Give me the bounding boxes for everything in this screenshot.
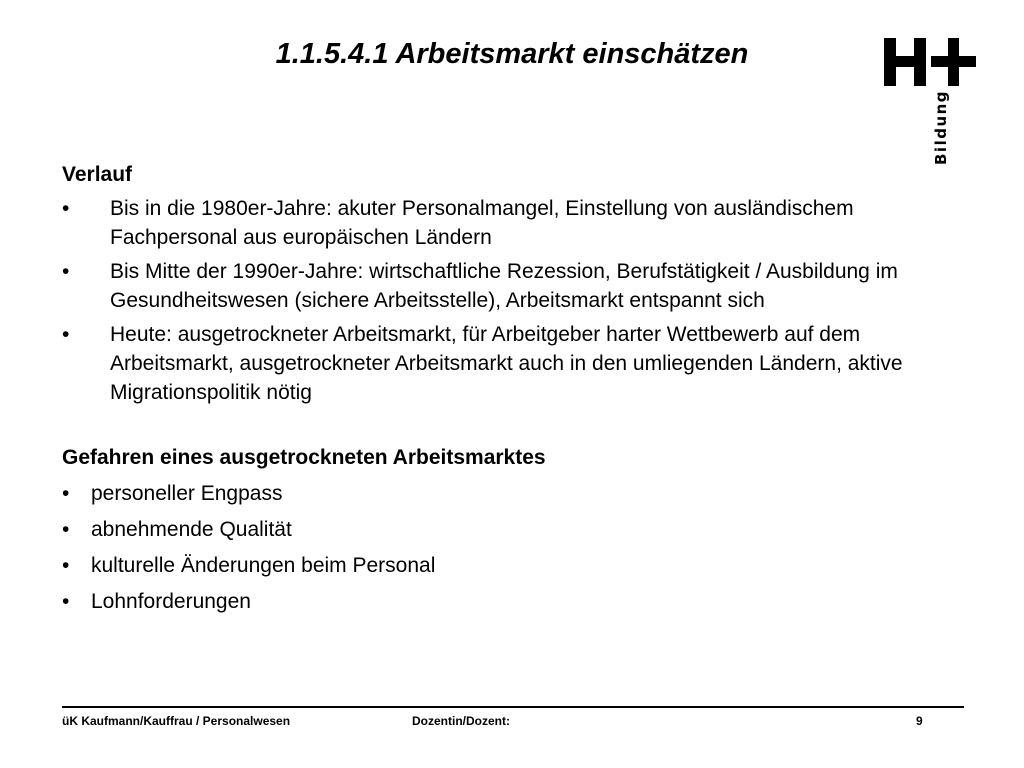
bullet-icon: • [62, 590, 70, 613]
list-item-text: Heute: ausgetrockneter Arbeitsmarkt, für Arbeitgeber harter Wettbewerb auf dem Arbeitsmarkt, ausgetrockneter Arbeitsmarkt auch in den umliegenden Ländern, aktive Migrationspolitik nötig [110, 323, 903, 404]
list-item-text: personeller Engpass [91, 482, 283, 505]
bullet-icon: • [62, 197, 70, 220]
bullet-icon: • [62, 518, 70, 541]
logo-wordmark: Bildung [932, 89, 950, 165]
list-item [62, 194, 967, 252]
verlauf-list [62, 194, 967, 407]
list-item-text: Bis Mitte der 1990er-Jahre: wirtschaftliche Rezession, Berufstätigkeit / Ausbildung im Gesundheitswesen (sichere Arbeitsstelle), Arbeitsmarkt entspannt sich [110, 260, 898, 312]
bullet-icon: • [62, 482, 70, 505]
list-item [62, 515, 967, 544]
list-item-text: abnehmende Qualität [91, 518, 292, 541]
footer-page-number: 9 [916, 714, 923, 728]
bullet-icon: • [62, 323, 70, 346]
footer-divider [62, 706, 964, 708]
list-item [62, 479, 967, 508]
gefahren-list [62, 479, 967, 616]
list-item [62, 551, 967, 580]
section-heading-verlauf: Verlauf [62, 163, 133, 186]
list-item [62, 257, 967, 315]
list-item-text: Lohnforderungen [91, 590, 251, 613]
list-item [62, 587, 967, 616]
bullet-icon: • [62, 554, 70, 577]
slide-title: 1.1.5.4.1 Arbeitsmarkt einschätzen [275, 38, 749, 70]
section-heading-gefahren: Gefahren eines ausgetrockneten Arbeitsmarktes [62, 446, 546, 469]
spacer [62, 407, 967, 443]
list-item-text: kulturelle Änderungen beim Personal [91, 554, 436, 577]
bullet-icon: • [62, 260, 70, 283]
footer-course: üK Kaufmann/Kauffrau / Personalwesen [62, 714, 291, 728]
footer-lecturer: Dozentin/Dozent: [412, 714, 510, 728]
list-item-text: Bis in die 1980er-Jahre: akuter Personalmangel, Einstellung von ausländischem Fachpersonal aus europäischen Ländern [110, 197, 854, 249]
list-item [62, 320, 967, 407]
slide-content [62, 160, 967, 616]
hplus-logo-mark [884, 38, 976, 86]
